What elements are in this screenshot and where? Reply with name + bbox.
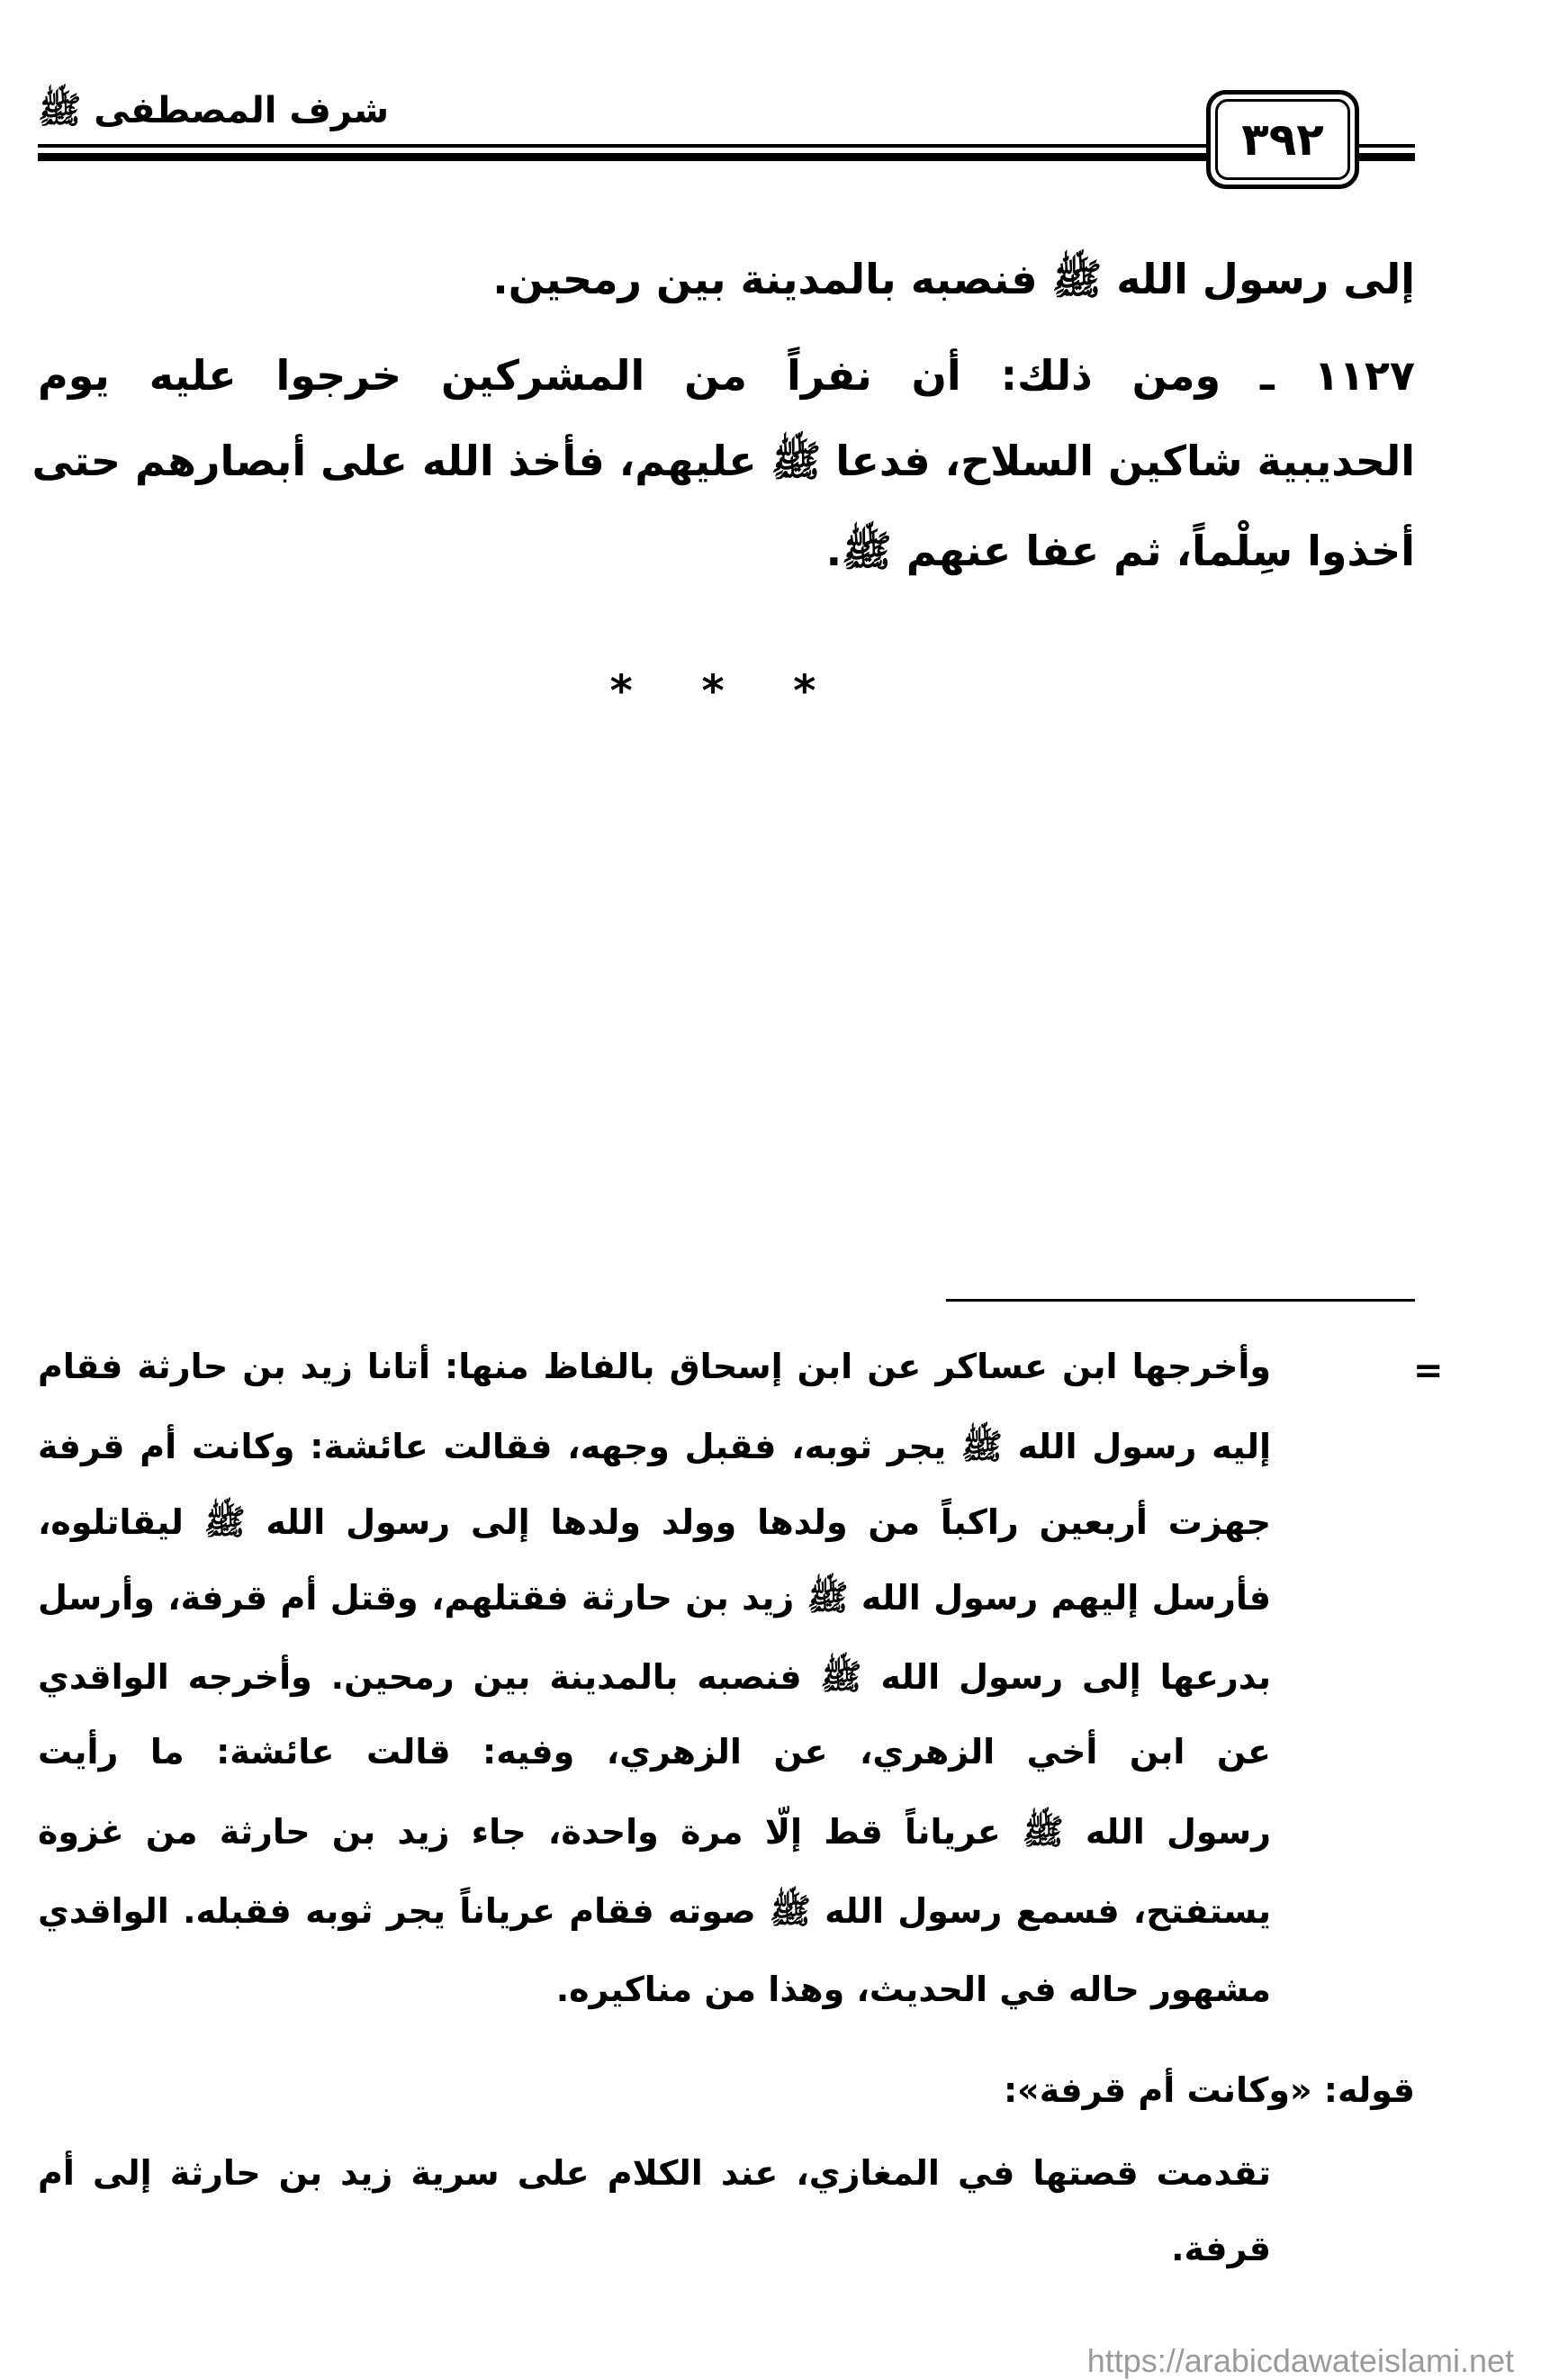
footnote-heading: قوله: «وكانت أم قرفة»: bbox=[1003, 2070, 1415, 2110]
footnote-continuation-mark: = bbox=[1413, 1350, 1444, 1392]
main-line: الحديبية شاكين السلاح، فدعا ﷺ عليهم، فأخذ الله على أبصارهم حتى bbox=[32, 437, 1415, 485]
footnote-rule bbox=[946, 1299, 1415, 1302]
running-title: شرف المصطفى ﷺ bbox=[38, 90, 390, 131]
footnote-line: وأخرجها ابن عساكر عن ابن إسحاق بالفاظ منها: أتانا زيد بن حارثة فقام bbox=[38, 1347, 1271, 1386]
footnote-line: فأرسل إليهم رسول الله ﷺ زيد بن حارثة فقتلهم، وقتل أم قرفة، وأرسل bbox=[38, 1578, 1271, 1618]
footnote-line: رسول الله ﷺ عرياناً قط إلّا مرة واحدة، جاء زيد بن حارثة من غزوة bbox=[38, 1812, 1271, 1852]
page-number-box bbox=[1206, 90, 1359, 189]
footnote-line: مشهور حاله في الحديث، وهذا من مناكيره. bbox=[555, 1970, 1271, 2009]
footnote-line: بدرعها إلى رسول الله ﷺ فنصبه بالمدينة بين رمحين. وأخرجه الواقدي bbox=[38, 1657, 1271, 1697]
footnote-line: إليه رسول الله ﷺ يجر ثوبه، فقبل وجهه، فقالت عائشة: وكانت أم قرفة bbox=[38, 1427, 1271, 1466]
watermark-url: https://arabicdawateislami.net bbox=[1086, 2342, 1514, 2379]
main-line: ١١٢٧ ـ ومن ذلك: أن نفراً من المشركين خرجوا عليه يوم bbox=[38, 351, 1415, 400]
main-line: أخذوا سِلْماً، ثم عفا عنهم ﷺ. bbox=[825, 527, 1415, 575]
footnote-line: يستفتح، فسمع رسول الله ﷺ صوته فقام عرياناً يجر ثوبه فقبله. الواقدي bbox=[38, 1891, 1271, 1931]
footnote-line: جهزت أربعين راكباً من ولدها وولد ولدها إلى رسول الله ﷺ ليقاتلوه، bbox=[38, 1502, 1271, 1542]
footnote-note-line: قرفة. bbox=[1171, 2229, 1271, 2268]
footnote-note-line: تقدمت قصتها في المغازي، عند الكلام على سرية زيد بن حارثة إلى أم bbox=[38, 2153, 1271, 2193]
main-line: إلى رسول الله ﷺ فنصبه بالمدينة بين رمحين. bbox=[492, 255, 1415, 303]
footnote-line: عن ابن أخي الزهري، عن الزهري، وفيه: قالت عائشة: ما رأيت bbox=[38, 1732, 1271, 1771]
section-separator: * * * bbox=[609, 666, 843, 717]
page-number: ٣٩٢ bbox=[1215, 99, 1350, 180]
